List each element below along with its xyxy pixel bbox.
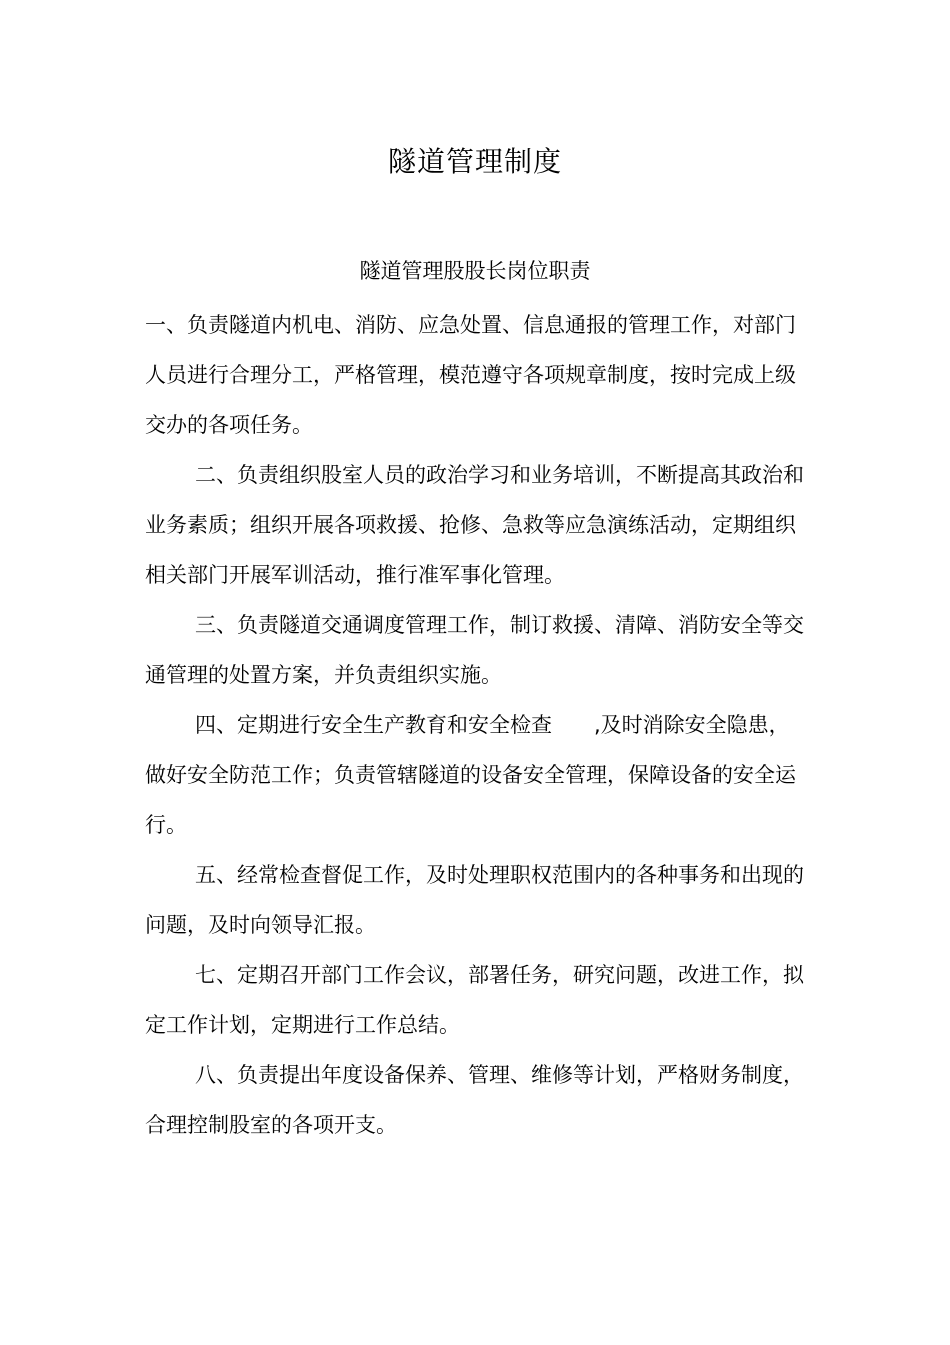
paragraph-3: 三、负责隧道交通调度管理工作，制订救援、清障、消防安全等交通管理的处置方案，并负责组织实施。 [145, 613, 804, 687]
paragraph-2: 二、负责组织股室人员的政治学习和业务培训，不断提高其政治和业务素质；组织开展各项救援、抢修、急救等应急演练活动，定期组织相关部门开展军训活动，推行准军事化管理。 [145, 463, 804, 587]
section-subtitle: 隧道管理股股长岗位职责 [359, 259, 591, 283]
paragraph-1: 一、负责隧道内机电、消防、应急处置、信息通报的管理工作，对部门人员进行合理分工，严格管理，模范遵守各项规章制度，按时完成上级交办的各项任务。 [145, 313, 796, 437]
paragraph-5: 五、经常检查督促工作，及时处理职权范围内的各种事务和出现的问题，及时向领导汇报。 [145, 863, 804, 937]
paragraph-4: 四、定期进行安全生产教育和安全检查 ,及时消除安全隐患，做好安全防范工作；负责管辖隧道的设备安全管理，保障设备的安全运行。 [145, 713, 796, 837]
paragraph-8: 八、负责提出年度设备保养、管理、维修等计划，严格财务制度，合理控制股室的各项开支。 [145, 1063, 804, 1137]
document-body [145, 300, 805, 1150]
page-title: 隧道管理制度 [387, 145, 562, 178]
paragraph-7: 七、定期召开部门工作会议，部署任务，研究问题，改进工作，拟定工作计划，定期进行工作总结。 [145, 963, 804, 1037]
